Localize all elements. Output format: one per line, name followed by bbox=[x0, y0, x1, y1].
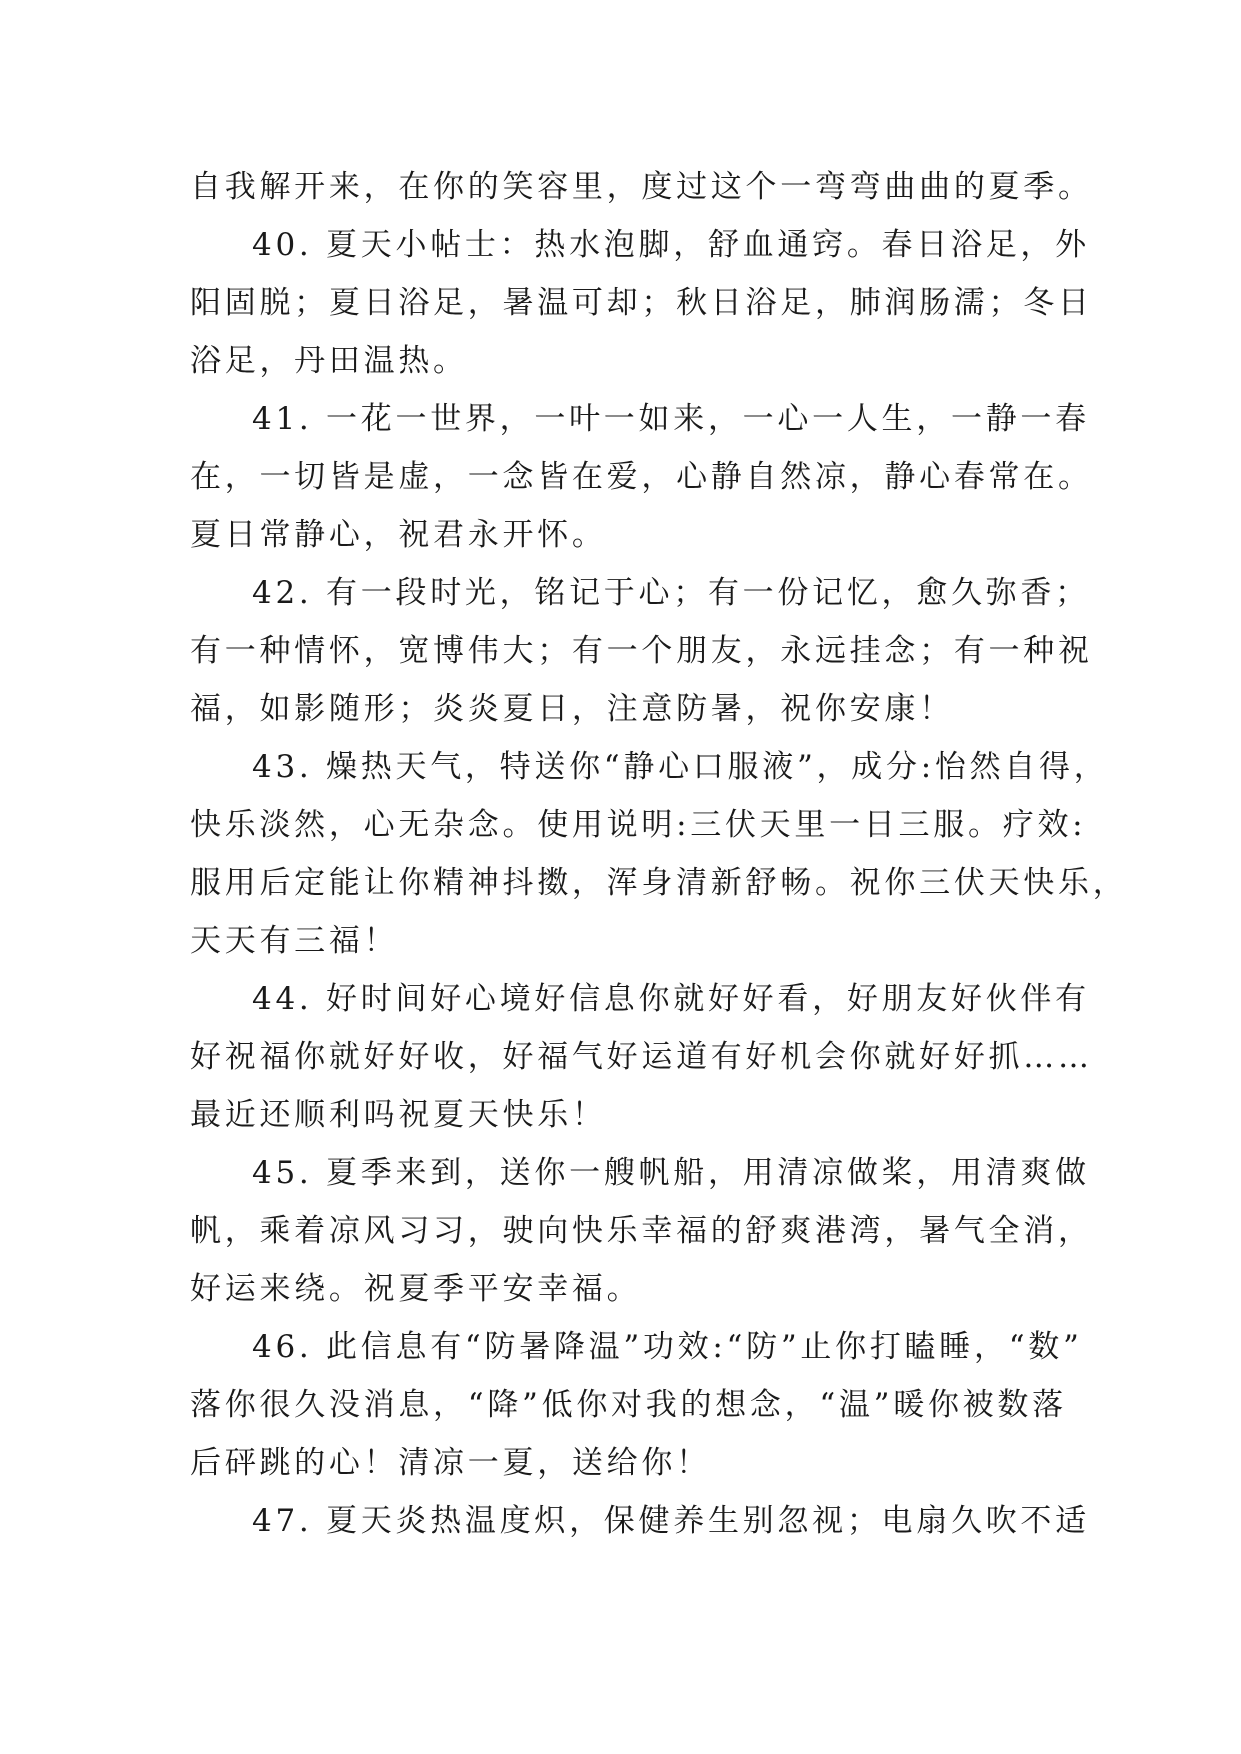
text-line: 自我解开来，在你的笑容里，度过这个一弯弯曲曲的夏季。 bbox=[190, 169, 1093, 205]
text-line: 最近还顺利吗祝夏天快乐！ bbox=[190, 1097, 607, 1133]
text-line: 天天有三福！ bbox=[190, 923, 399, 959]
text-line: 在，一切皆是虚，一念皆在爱，心静自然凉，静心春常在。 bbox=[190, 459, 1093, 495]
text-line: 阳固脱；夏日浴足，暑温可却；秋日浴足，肺润肠濡；冬日 bbox=[190, 285, 1093, 321]
text-line: 帆，乘着凉风习习，驶向快乐幸福的舒爽港湾，暑气全消， bbox=[190, 1213, 1093, 1249]
text-line: 有一种情怀，宽博伟大；有一个朋友，永远挂念；有一种祝 bbox=[190, 633, 1093, 669]
text-line: 后砰跳的心！清凉一夏，送给你！ bbox=[190, 1445, 711, 1481]
paragraph-41-start: 41. 一花一世界，一叶一如来，一心一人生，一静一春 bbox=[252, 401, 1090, 437]
paragraph-45-start: 45. 夏季来到，送你一艘帆船，用清凉做桨，用清爽做 bbox=[252, 1155, 1090, 1191]
text-line: 服用后定能让你精神抖擞，浑身清新舒畅。祝你三伏天快乐， bbox=[190, 865, 1128, 901]
text-line: 浴足，丹田温热。 bbox=[190, 343, 468, 379]
paragraph-40-start: 40. 夏天小帖士：热水泡脚，舒血通窍。春日浴足，外 bbox=[252, 227, 1090, 263]
text-line: 落你很久没消息，“降”低你对我的想念，“温”暖你被数落 bbox=[190, 1387, 1067, 1423]
paragraph-47-start: 47. 夏天炎热温度炽，保健养生别忽视；电扇久吹不适 bbox=[252, 1503, 1090, 1539]
text-line: 好祝福你就好好收，好福气好运道有好机会你就好好抓…… bbox=[190, 1039, 1093, 1075]
text-line: 好运来绕。祝夏季平安幸福。 bbox=[190, 1271, 642, 1307]
paragraph-43-start: 43. 燥热天气，特送你“静心口服液”，成分:怡然自得， bbox=[252, 749, 1109, 785]
paragraph-42-start: 42. 有一段时光，铭记于心；有一份记忆，愈久弥香； bbox=[252, 575, 1090, 611]
text-line: 福，如影随形；炎炎夏日，注意防暑，祝你安康！ bbox=[190, 691, 954, 727]
text-line: 夏日常静心，祝君永开怀。 bbox=[190, 517, 607, 553]
paragraph-44-start: 44. 好时间好心境好信息你就好好看，好朋友好伙伴有 bbox=[252, 981, 1090, 1017]
text-line: 快乐淡然，心无杂念。使用说明:三伏天里一日三服。疗效: bbox=[190, 807, 1087, 843]
paragraph-46-start: 46. 此信息有“防暑降温”功效:“防”止你打瞌睡，“数” bbox=[252, 1329, 1083, 1365]
document-body bbox=[190, 158, 1128, 1550]
